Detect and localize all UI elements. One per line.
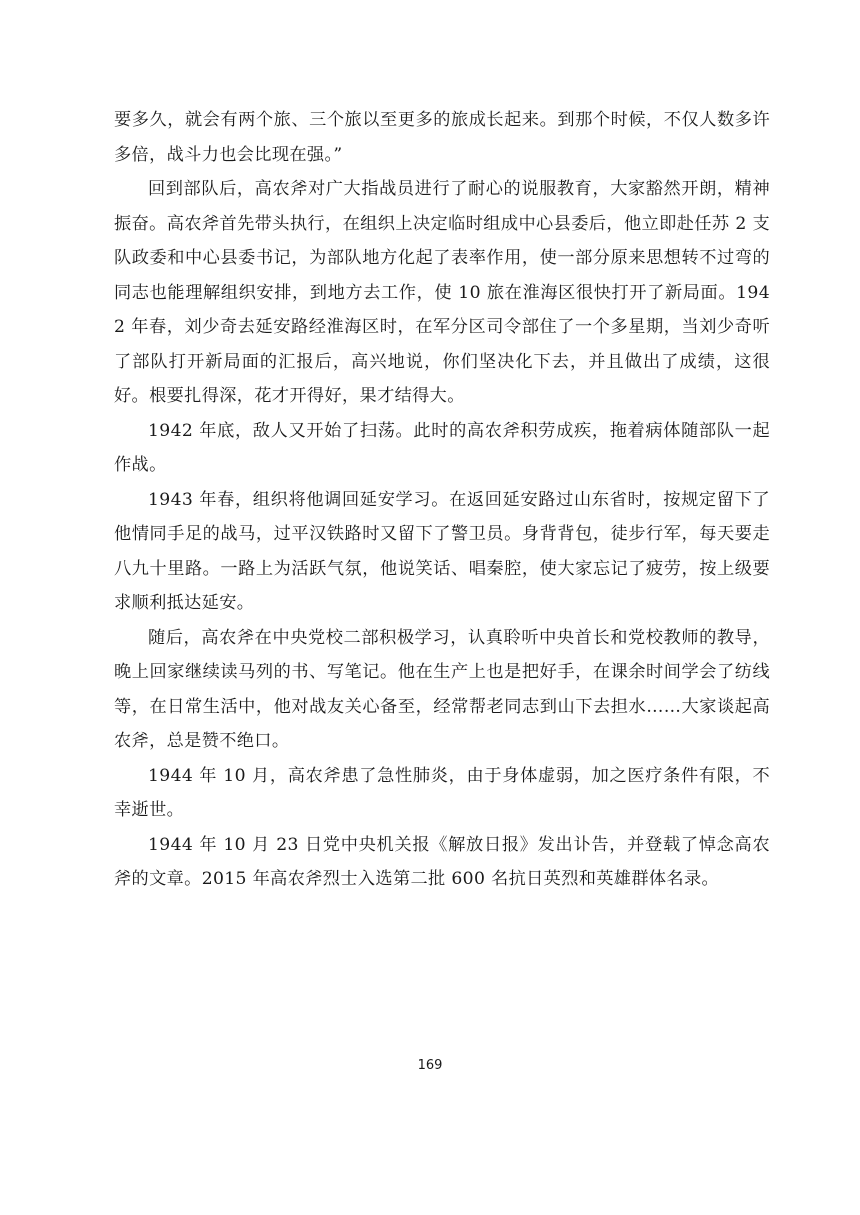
paragraph: 回到部队后，高农斧对广大指战员进行了耐心的说服教育，大家豁然开朗，精神振奋。高农斧首先带头执行，在组织上决定临时组成中心县委后，他立即赴任苏 2 支队政委和中心县委书记，为部队地方化起了表率作用，使一部分原来思想转不过弯的同志也能理解组织安排，到地方去工作，使 10 旅在淮海区很快打开了新局面。1942 年春，刘少奇去延安路经淮海区时，在军分区司令部住了一个多星期，当刘少奇听了部队打开新局面的汇报后，高兴地说，你们坚决化下去，并且做出了成绩，这很好。根要扎得深，花才开得好，果才结得大。 — [114, 179, 770, 406]
paragraph: 1942 年底，敌人又开始了扫荡。此时的高农斧积劳成疾，拖着病体随部队一起作战。 — [114, 420, 770, 475]
paragraph: 随后，高农斧在中央党校二部积极学习，认真聆听中央首长和党校教师的教导，晚上回家继续读马列的书、写笔记。他在生产上也是把好手，在课余时间学会了纺线等，在日常生活中，他对战友关心备至，经常帮老同志到山下去担水……大家谈起高农斧，总是赞不绝口。 — [114, 627, 770, 751]
body-text — [114, 103, 770, 897]
paragraph: 1944 年 10 月，高农斧患了急性肺炎，由于身体虚弱，加之医疗条件有限，不幸逝世。 — [114, 765, 770, 820]
page-number: 169 — [417, 1058, 443, 1073]
paragraph-continued: 要多久，就会有两个旅、三个旅以至更多的旅成长起来。到那个时候，不仅人数多许多倍，战斗力也会比现在强。” — [114, 110, 770, 165]
paragraph: 1943 年春，组织将他调回延安学习。在返回延安路过山东省时，按规定留下了他情同手足的战马，过平汉铁路时又留下了警卫员。身背背包，徒步行军，每天要走八九十里路。一路上为活跃气氛，他说笑话、唱秦腔，使大家忘记了疲劳，按上级要求顺利抵达延安。 — [114, 489, 770, 613]
paragraph: 1944 年 10 月 23 日党中央机关报《解放日报》发出讣告，并登载了悼念高农斧的文章。2015 年高农斧烈士入选第二批 600 名抗日英烈和英雄群体名录。 — [114, 834, 770, 889]
